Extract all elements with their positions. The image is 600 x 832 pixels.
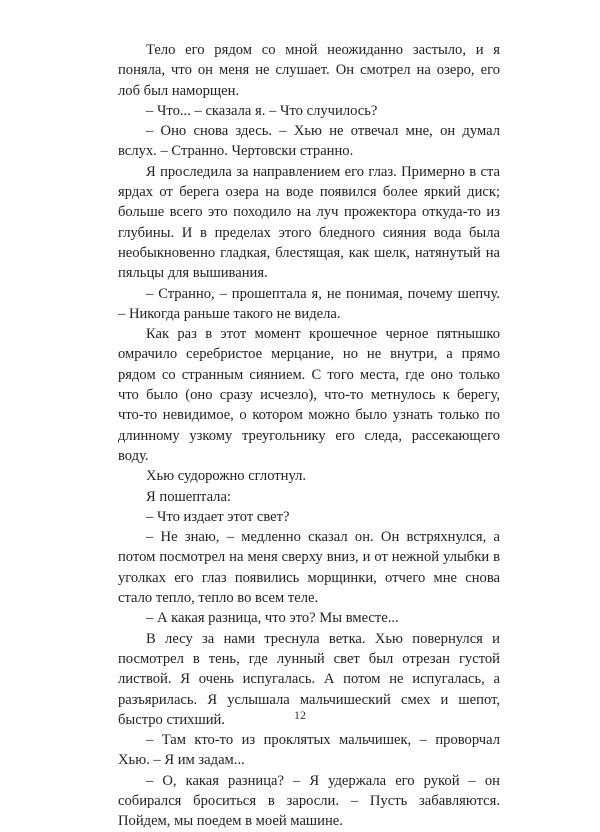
paragraph: Я пошептала: bbox=[146, 488, 231, 505]
paragraph: – А какая разница, что это? Мы вместе... bbox=[146, 610, 399, 627]
paragraph: – Оно снова здесь. – Хью не отвечал мне, он думал вслух. – Странно. Чертовски странно. bbox=[118, 123, 500, 160]
paragraph: – О, какая разница? – Я удержала его рукой – он собирался броситься в заросли. – Пусть забавляются. Пойдем, мы поедем в моей машине. bbox=[118, 772, 500, 830]
paragraph: – Там кто-то из проклятых мальчишек, – проворчал Хью. – Я им задам... bbox=[118, 732, 500, 769]
paragraph: – Странно, – прошептала я, не понимая, почему шепчу. – Никогда раньше такого не видела. bbox=[118, 285, 500, 322]
paragraph: – Что издает этот свет? bbox=[146, 508, 290, 525]
paragraph: Как раз в этот момент крошечное черное пятнышко омрачило серебристое мерцание, но не внутри, а прямо рядом со странным сиянием. С того места, где оно только что было (оно сразу исчезло), что-то метнулось к берегу, что-то невидимое, о котором можно было узнать только по длинному узкому треугольнику его следа, рассекающего воду. bbox=[118, 326, 500, 464]
paragraph: – Не знаю, – медленно сказал он. Он встряхнулся, а потом посмотрел на меня сверху вниз, и от нежной улыбки в уголках его глаз появились морщинки, отчего мне снова стало тепло, тепло во всем теле. bbox=[118, 529, 500, 607]
paragraph: Я проследила за направлением его глаз. Примерно в ста ярдах от берега озера на воде появился более яркий диск; больше всего это походило на луч прожектора откуда-то из глубины. И в пределах этого бледного сияния вода была необыкновенно гладкая, блестящая, как шелк, натянутый на пяльцы для вышивания. bbox=[118, 163, 500, 282]
paragraph: Тело его рядом со мной неожиданно застыло, и я поняла, что он меня не слушает. Он смотрел на озеро, его лоб был наморщен. bbox=[118, 42, 500, 99]
paragraph: – Что... – сказала я. – Что случилось? bbox=[146, 102, 378, 119]
paragraph: В лесу за нами треснула ветка. Хью повернулся и посмотрел в тень, где лунный свет был отрезан густой листвой. Я очень испугалась. А потом не испугалась, а разъярилась. Я услышала мальчишеский смех и шепот, быстро стихший. bbox=[118, 630, 500, 728]
page-number: 12 bbox=[294, 708, 306, 722]
paragraph: Хью судорожно сглотнул. bbox=[146, 468, 307, 485]
